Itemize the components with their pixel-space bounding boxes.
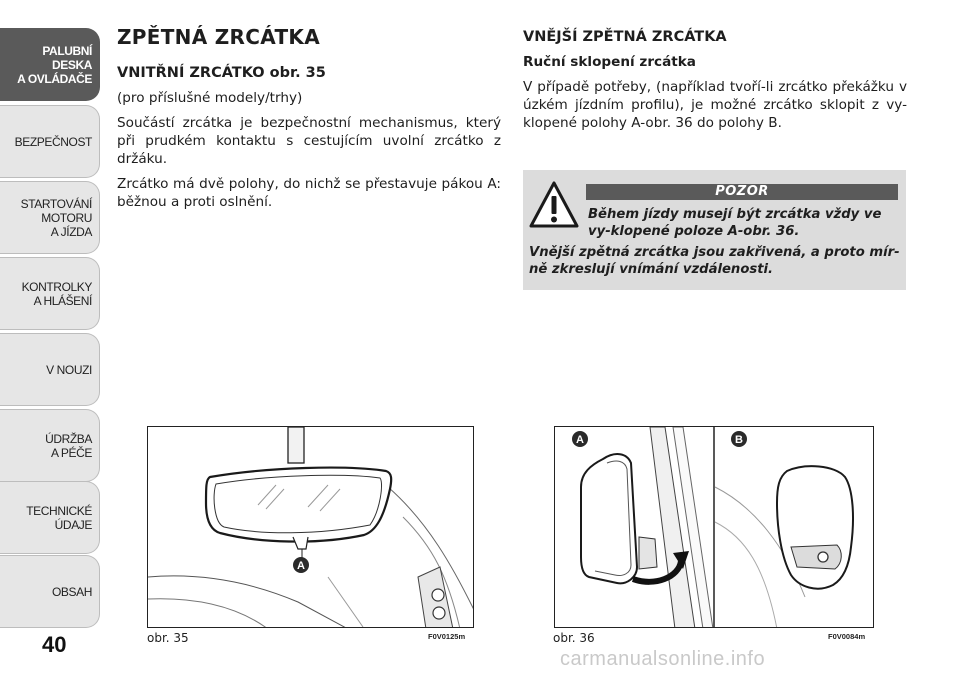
page-number: 40 — [42, 632, 67, 657]
marker-a: A — [576, 434, 584, 446]
models-note: (pro příslušné modely/trhy) — [117, 90, 303, 106]
interior-mirror-illustration — [148, 427, 474, 628]
left-column — [117, 25, 501, 218]
tab-technicke-udaje[interactable]: TECHNICKÉ ÚDAJE — [0, 481, 100, 554]
warning-triangle-icon — [529, 180, 579, 230]
paragraph-safety-mechanism: Součástí zrcátka je bezpečnostní mechanismus, který při prudkém kontaktu s cestujícím uvolní zrcátko z držáku. — [117, 115, 501, 167]
warning-text-position: Během jízdy musejí být zrcátka vždy ve vy-klopené poloze A-obr. 36. — [588, 207, 882, 239]
tab-bezpecnost[interactable]: BEZPEČNOST — [0, 105, 100, 178]
tab-startovani[interactable]: STARTOVÁNÍ MOTORU A JÍZDA — [0, 181, 100, 254]
tab-kontrolky[interactable]: KONTROLKY A HLÁŠENÍ — [0, 257, 100, 330]
code-fig35: F0V0125m — [428, 632, 466, 641]
figure-exterior-mirror — [554, 426, 874, 628]
page-title: ZPĚTNÁ ZRCÁTKA — [117, 25, 320, 49]
warning-text-curvature: Vnější zpětná zrcátka jsou zakřivená, a proto mír-ně zkreslují vnímání vzdálenosti. — [529, 245, 900, 277]
exterior-mirror-illustration — [555, 427, 874, 628]
figure-interior-mirror — [147, 426, 474, 628]
watermark-footer: carmanualsonline.info — [560, 648, 766, 670]
section-title-exterior-mirrors: VNĚJŠÍ ZPĚTNÁ ZRCÁTKA — [523, 29, 727, 45]
caption-fig36: obr. 36 — [553, 631, 595, 645]
marker-a: A — [297, 560, 305, 572]
warning-box — [523, 170, 906, 290]
warning-label: POZOR — [586, 184, 898, 200]
subsection-title-folding: Ruční sklopení zrcátka — [523, 54, 696, 70]
tab-obsah[interactable]: OBSAH — [0, 555, 100, 628]
tab-palubni-deska[interactable]: PALUBNÍ DESKA A OVLÁDAČE — [0, 28, 100, 101]
section-title-interior-mirror: VNITŘNÍ ZRCÁTKO obr. 35 — [117, 65, 326, 81]
code-fig36: F0V0084m — [828, 632, 866, 641]
paragraph-folding: V případě potřeby, (například tvoří-li zrcátko překážku v úzkém jízdním profilu), je možné zrcátko sklopit z vy-klopené polohy A-obr. 36 do polohy B. — [523, 79, 907, 131]
tab-v-nouzi[interactable]: V NOUZI — [0, 333, 100, 406]
caption-fig35: obr. 35 — [147, 631, 189, 645]
paragraph-positions: Zrcátko má dvě polohy, do nichž se přestavuje pákou A: běžnou a proti oslnění. — [117, 176, 501, 210]
marker-b: B — [735, 434, 743, 446]
tab-udrzba[interactable]: ÚDRŽBA A PÉČE — [0, 409, 100, 482]
right-column — [523, 28, 907, 139]
